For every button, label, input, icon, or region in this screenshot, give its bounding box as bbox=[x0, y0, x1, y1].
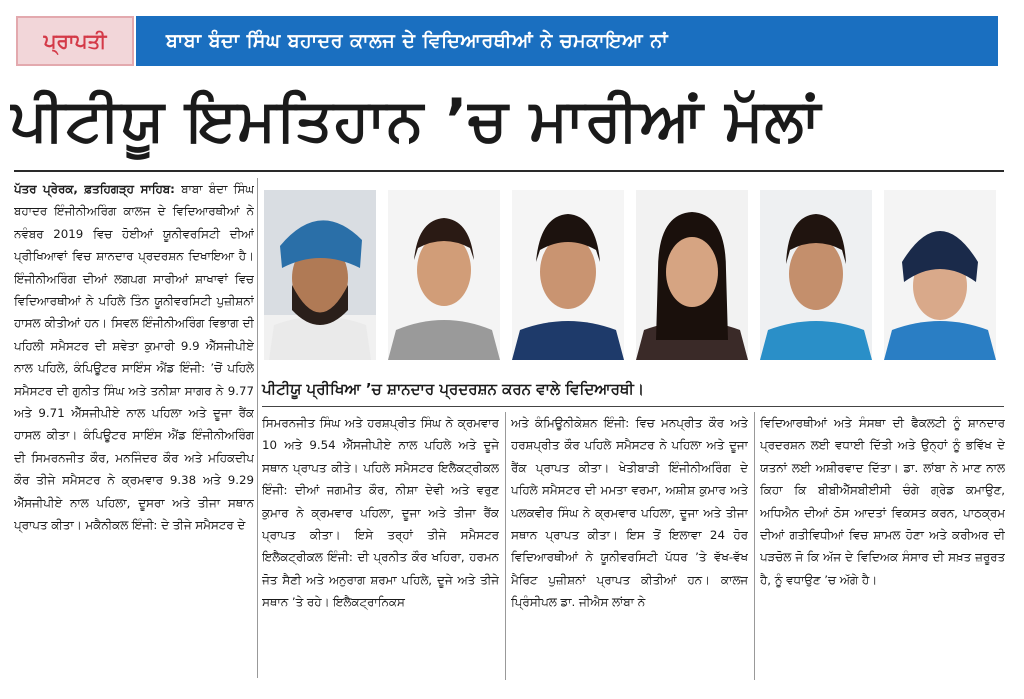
student-photo-5 bbox=[760, 190, 872, 360]
headline-rule bbox=[14, 170, 1004, 172]
student-photo-2 bbox=[388, 190, 500, 360]
byline: ਪੱਤਰ ਪ੍ਰੇਰਕ, ਫ਼ਤਹਿਗੜ੍ਹ ਸਾਹਿਬ: bbox=[14, 182, 175, 196]
article-column-4: ਵਿਦਿਆਰਥੀਆਂ ਅਤੇ ਸੰਸਥਾ ਦੀ ਫੈਕਲਟੀ ਨੂੰ ਸ਼ਾਨਦਾਰ ਪ੍ਰਦਰਸ਼ਨ ਲਈ ਵਧਾਈ ਦਿੱਤੀ ਅਤੇ ਉਨ੍ਹਾਂ ਨੂੰ ਭਵਿੱਖ ਦੇ ਯਤਨਾਂ ਲਈ ਅਸ਼ੀਰਵਾਦ ਦਿੱਤਾ। ਡਾ. ਲਾਂਬਾ ਨੇ ਮਾਣ ਨਾਲ ਕਿਹਾ ਕਿ ਬੀਬੀਐੱਸਬੀਈਸੀ ਚੰਗੇ ਗ੍ਰੇਡ ਕਮਾਉਣ, ਅਧਿਐਨ ਦੀਆਂ ਠੋਸ ਆਦਤਾਂ ਵਿਕਸਤ ਕਰਨ, ਪਾਠਕ੍ਰਮ ਦੀਆਂ ਗਤੀਵਿਧੀਆਂ ਵਿਚ ਸ਼ਾਮਲ ਹੋਣਾ ਅਤੇ ਕਰੀਅਰ ਦੀ ਪੜਚੋਲ ਜੋ ਕਿ ਅੱਜ ਦੇ ਵਿਦਿਅਕ ਸੰਸਾਰ ਦੀ ਸਖ਼ਤ ਜ਼ਰੂਰਤ ਹੈ, ਨੂੰ ਵਧਾਉਣ ’ਚ ਅੱਗੇ ਹੈ। bbox=[760, 416, 1005, 587]
column-divider bbox=[754, 412, 755, 680]
student-photo-6 bbox=[884, 190, 996, 360]
student-photo-4 bbox=[636, 190, 748, 360]
article-column-2: ਸਿਮਰਨਜੀਤ ਸਿੰਘ ਅਤੇ ਹਰਸ਼ਪ੍ਰੀਤ ਸਿੰਘ ਨੇ ਕ੍ਰਮਵਾਰ 10 ਅਤੇ 9.54 ਐੱਸਜੀਪੀਏ ਨਾਲ ਪਹਿਲੇ ਅਤੇ ਦੂਜੇ ਸਥਾਨ ਪ੍ਰਾਪਤ ਕੀਤੇ। ਪਹਿਲੇ ਸਮੈਸਟਰ ਇਲੈਕਟ੍ਰੀਕਲ ਇੰਜੀ: ਦੀਆਂ ਜਗਮੀਤ ਕੌਰ, ਨੀਸ਼ਾ ਦੇਵੀ ਅਤੇ ਵਰੁਣ ਕੁਮਾਰ ਨੇ ਕ੍ਰਮਵਾਰ ਪਹਿਲਾ, ਦੂਜਾ ਅਤੇ ਤੀਜਾ ਰੈਂਕ ਪ੍ਰਾਪਤ ਕੀਤਾ। ਇਸੇ ਤਰ੍ਹਾਂ ਤੀਜੇ ਸਮੈਸਟਰ ਇਲੈਕਟ੍ਰੀਕਲ ਇੰਜੀ: ਦੀ ਪ੍ਰਨੀਤ ਕੌਰ ਖਹਿਰਾ, ਹਰਮਨ ਜੋਤ ਸੈਣੀ ਅਤੇ ਅਨੁਰਾਗ ਸ਼ਰਮਾ ਪਹਿਲੇ, ਦੂਜੇ ਅਤੇ ਤੀਜੇ ਸਥਾਨ ’ਤੇ ਰਹੇ। ਇਲੈਕਟ੍ਰਾਨਿਕਸ bbox=[262, 416, 499, 610]
section-tag: ਪ੍ਰਾਪਤੀ bbox=[16, 16, 134, 66]
photo-caption: ਪੀਟੀਯੂ ਪ੍ਰੀਖਿਆ ’ਚ ਸ਼ਾਨਦਾਰ ਪ੍ਰਦਰਸ਼ਨ ਕਰਨ ਵਾਲੇ ਵਿਦਿਆਰਥੀ। bbox=[262, 380, 645, 398]
article-column-3: ਅਤੇ ਕੰਮਿਊਨੀਕੇਸ਼ਨ ਇੰਜੀ: ਵਿਚ ਮਨਪ੍ਰੀਤ ਕੌਰ ਅਤੇ ਹਰਸ਼ਪ੍ਰੀਤ ਕੌਰ ਪਹਿਲੇ ਸਮੈਸਟਰ ਨੇ ਪਹਿਲਾ ਅਤੇ ਦੂਜਾ ਰੈਂਕ ਪ੍ਰਾਪਤ ਕੀਤਾ। ਖੇਤੀਬਾੜੀ ਇੰਜੀਨੀਅਰਿੰਗ ਦੇ ਪਹਿਲੇ ਸਮੈਸਟਰ ਦੀ ਮਮਤਾ ਵਰਮਾ, ਅਸ਼ੀਸ਼ ਕੁਮਾਰ ਅਤੇ ਪਲਕਵੀਰ ਸਿੰਘ ਨੇ ਕ੍ਰਮਵਾਰ ਪਹਿਲਾ, ਦੂਜਾ ਅਤੇ ਤੀਜਾ ਸਥਾਨ ਪ੍ਰਾਪਤ ਕੀਤਾ। ਇਸ ਤੋਂ ਇਲਾਵਾ 24 ਹੋਰ ਵਿਦਿਆਰਥੀਆਂ ਨੇ ਯੂਨੀਵਰਸਿਟੀ ਪੱਧਰ ’ਤੇ ਵੱਖ-ਵੱਖ ਮੈਰਿਟ ਪੁਜ਼ੀਸ਼ਨਾਂ ਪ੍ਰਾਪਤ ਕੀਤੀਆਂ ਹਨ। ਕਾਲਜ ਪ੍ਰਿੰਸੀਪਲ ਡਾ. ਜੀਐਸ ਲਾਂਬਾ ਨੇ bbox=[511, 416, 748, 610]
student-photo-3 bbox=[512, 190, 624, 360]
kicker-banner: ਬਾਬਾ ਬੰਦਾ ਸਿੰਘ ਬਹਾਦਰ ਕਾਲਜ ਦੇ ਵਿਦਿਆਰਥੀਆਂ ਨੇ ਚਮਕਾਇਆ ਨਾਂ bbox=[136, 16, 998, 66]
column-divider bbox=[257, 178, 258, 678]
caption-rule bbox=[262, 406, 1004, 407]
column-1-text: ਬਾਬਾ ਬੰਦਾ ਸਿੰਘ ਬਹਾਦਰ ਇੰਜੀਨੀਅਰਿੰਗ ਕਾਲਜ ਦੇ ਵਿਦਿਆਰਥੀਆਂ ਨੇ ਨਵੰਬਰ 2019 ਵਿਚ ਹੋਈਆਂ ਯੂਨੀਵਰਸਿਟੀ ਦੀਆਂ ਪ੍ਰੀਖਿਆਵਾਂ ਵਿਚ ਸ਼ਾਨਦਾਰ ਪ੍ਰਦਰਸ਼ਨ ਦਿਖਾਇਆ ਹੈ। ਇੰਜੀਨੀਅਰਿੰਗ ਦੀਆਂ ਲਗਪਗ ਸਾਰੀਆਂ ਸ਼ਾਖਾਵਾਂ ਵਿਚ ਵਿਦਿਆਰਥੀਆਂ ਨੇ ਪਹਿਲੇ ਤਿੰਨ ਯੂਨੀਵਰਸਿਟੀ ਪੁਜ਼ੀਸ਼ਨਾਂ ਹਾਸਲ ਕੀਤੀਆਂ ਹਨ। ਸਿਵਲ ਇੰਜੀਨੀਅਰਿੰਗ ਵਿਭਾਗ ਦੀ ਪਹਿਲੀ ਸਮੈਸਟਰ ਦੀ ਸ਼ਵੇਤਾ ਕੁਮਾਰੀ 9.9 ਐੱਸਜੀਪੀਏ ਨਾਲ ਪਹਿਲੇ, ਕੰਪਿਊਟਰ ਸਾਇੰਸ ਐਂਡ ਇੰਜੀ: ’ਚੋਂ ਪਹਿਲੇ ਸਮੈਸਟਰ ਦੀ ਗੁਨੀਤ ਸਿੰਘ ਅਤੇ ਤਨੀਸ਼ਾ ਸਾਗਰ ਨੇ 9.77 ਅਤੇ 9.71 ਐੱਸਜੀਪੀਏ ਨਾਲ ਪਹਿਲਾ ਅਤੇ ਦੂਜਾ ਰੈਂਕ ਹਾਸਲ ਕੀਤਾ। ਕੰਪਿਊਟਰ ਸਾਇੰਸ ਐਂਡ ਇੰਜੀਨੀਅਰਿੰਗ ਦੀ ਸਿਮਰਨਜੀਤ ਕੌਰ, ਮਨਜਿੰਦਰ ਕੌਰ ਅਤੇ ਮਹਿਕਦੀਪ ਕੌਰ ਤੀਜੇ ਸਮੈਸਟਰ ਨੇ ਕ੍ਰਮਵਾਰ 9.38 ਅਤੇ 9.29 ਐੱਸਜੀਪੀਏ ਨਾਲ ਪਹਿਲਾ, ਦੂਸਰਾ ਅਤੇ ਤੀਜਾ ਸਥਾਨ ਪ੍ਰਾਪਤ ਕੀਤਾ। ਮਕੈਨੀਕਲ ਇੰਜੀ: ਦੇ ਤੀਜੇ ਸਮੈਸਟਰ ਦੇ bbox=[14, 182, 254, 533]
headline: ਪੀਟੀਯੂ ਇਮਤਿਹਾਨ ’ਚ ਮਾਰੀਆਂ ਮੱਲਾਂ bbox=[10, 86, 822, 154]
article-column-1 bbox=[14, 178, 254, 678]
column-divider bbox=[505, 412, 506, 680]
student-photo-1 bbox=[264, 190, 376, 360]
